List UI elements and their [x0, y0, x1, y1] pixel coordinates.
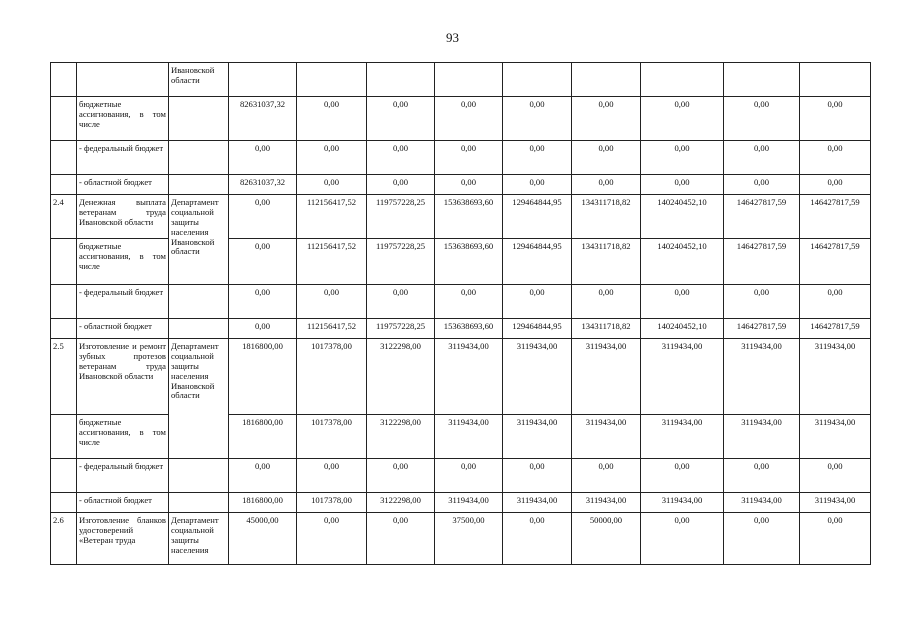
- index-cell: 2.4: [51, 195, 77, 239]
- label-cell: - федеральный бюджет: [77, 459, 169, 493]
- budget-table-body: [51, 63, 871, 565]
- value-cell: 0,00: [572, 141, 641, 175]
- table-row-dept-continuation: [51, 63, 871, 97]
- value-cell: 140240452,10: [641, 319, 724, 339]
- value-cell: 3119434,00: [572, 493, 641, 513]
- value-cell: 1816800,00: [229, 415, 297, 459]
- value-cell: 0,00: [572, 97, 641, 141]
- value-cell: 0,00: [503, 141, 572, 175]
- value-cell: 0,00: [503, 97, 572, 141]
- value-cell: 0,00: [800, 97, 871, 141]
- value-cell: 0,00: [641, 285, 724, 319]
- dept-cell: [169, 493, 229, 513]
- value-cell: 1017378,00: [297, 415, 367, 459]
- index-cell: [51, 415, 77, 459]
- value-cell: 112156417,52: [297, 239, 367, 285]
- table-row-prev-regional: [51, 175, 871, 195]
- value-cell: 45000,00: [229, 513, 297, 565]
- value-cell: 0,00: [572, 285, 641, 319]
- value-cell: 0,00: [503, 175, 572, 195]
- value-cell: 3119434,00: [435, 493, 503, 513]
- value-cell: 0,00: [724, 141, 800, 175]
- dept-cell: Департамент социальной защиты населения: [169, 513, 229, 565]
- table-row-item_2_6-total: [51, 513, 871, 565]
- value-cell: 0,00: [572, 175, 641, 195]
- value-cell: 0,00: [367, 141, 435, 175]
- value-cell: 0,00: [367, 459, 435, 493]
- value-cell: 146427817,59: [724, 319, 800, 339]
- value-cell: 3119434,00: [435, 339, 503, 415]
- value-cell: 0,00: [229, 239, 297, 285]
- table-row-item_2_4-total: [51, 195, 871, 239]
- value-cell: 50000,00: [572, 513, 641, 565]
- index-cell: [51, 97, 77, 141]
- dept-cell: [169, 141, 229, 175]
- value-cell: 0,00: [800, 459, 871, 493]
- value-cell: 3119434,00: [572, 415, 641, 459]
- value-cell: 1816800,00: [229, 339, 297, 415]
- label-cell: - федеральный бюджет: [77, 285, 169, 319]
- index-cell: [51, 141, 77, 175]
- value-cell: 0,00: [229, 459, 297, 493]
- table-row-item_2_4-federal: [51, 285, 871, 319]
- value-cell: 0,00: [229, 195, 297, 239]
- value-cell: 0,00: [229, 319, 297, 339]
- value-cell: 0,00: [503, 285, 572, 319]
- value-cell: 0,00: [435, 459, 503, 493]
- value-cell: 3119434,00: [724, 415, 800, 459]
- value-cell: 1816800,00: [229, 493, 297, 513]
- value-cell: 0,00: [800, 285, 871, 319]
- value-cell: 3119434,00: [572, 339, 641, 415]
- value-cell: 3119434,00: [800, 415, 871, 459]
- label-cell: - областной бюджет: [77, 493, 169, 513]
- value-cell: 3119434,00: [800, 339, 871, 415]
- value-cell: 0,00: [641, 459, 724, 493]
- value-cell: 0,00: [297, 141, 367, 175]
- dept-cell: Департамент социальной защиты населения Ивановской области: [169, 339, 229, 459]
- table-row-item_2_5-federal: [51, 459, 871, 493]
- table-row-prev-budget: [51, 97, 871, 141]
- value-cell: 3119434,00: [435, 415, 503, 459]
- value-cell: 0,00: [229, 285, 297, 319]
- value-cell: 146427817,59: [724, 239, 800, 285]
- value-cell: 3119434,00: [503, 415, 572, 459]
- value-cell: 134311718,82: [572, 239, 641, 285]
- value-cell: 0,00: [724, 97, 800, 141]
- label-cell: - федеральный бюджет: [77, 141, 169, 175]
- value-cell: 0,00: [229, 141, 297, 175]
- value-cell: 0,00: [503, 459, 572, 493]
- value-cell: 0,00: [800, 141, 871, 175]
- dept-cell: Департамент социальной защиты населения Ивановской области: [169, 195, 229, 285]
- index-cell: 2.6: [51, 513, 77, 565]
- table-row-item_2_4-regional: [51, 319, 871, 339]
- value-cell: 82631037,32: [229, 97, 297, 141]
- value-cell: 3119434,00: [800, 493, 871, 513]
- value-cell: 0,00: [435, 97, 503, 141]
- value-cell: 119757228,25: [367, 195, 435, 239]
- value-cell: 140240452,10: [641, 195, 724, 239]
- value-cell: 37500,00: [435, 513, 503, 565]
- value-cell: 153638693,60: [435, 319, 503, 339]
- value-cell: 0,00: [367, 513, 435, 565]
- value-cell: 0,00: [800, 513, 871, 565]
- value-cell: 146427817,59: [800, 195, 871, 239]
- value-cell: 3119434,00: [724, 493, 800, 513]
- value-cell: 0,00: [297, 513, 367, 565]
- value-cell: 1017378,00: [297, 339, 367, 415]
- value-cell: 0,00: [503, 513, 572, 565]
- value-cell: 0,00: [367, 175, 435, 195]
- value-cell: 0,00: [572, 459, 641, 493]
- value-cell: 3119434,00: [641, 339, 724, 415]
- value-cell: 129464844,95: [503, 319, 572, 339]
- label-cell: - областной бюджет: [77, 319, 169, 339]
- value-cell: 3119434,00: [641, 493, 724, 513]
- value-cell: 82631037,32: [229, 175, 297, 195]
- value-cell: 0,00: [724, 175, 800, 195]
- value-cell: 0,00: [641, 513, 724, 565]
- value-cell: 0,00: [800, 175, 871, 195]
- value-cell: 153638693,60: [435, 239, 503, 285]
- dept-cell: [169, 97, 229, 141]
- value-cell: 0,00: [367, 97, 435, 141]
- value-cell: 112156417,52: [297, 195, 367, 239]
- index-cell: [51, 493, 77, 513]
- value-cell: 3122298,00: [367, 339, 435, 415]
- value-cell: 0,00: [435, 285, 503, 319]
- label-cell: бюджетные ассигнования, в том числе: [77, 97, 169, 141]
- value-cell: 1017378,00: [297, 493, 367, 513]
- item-name-cell: Изготовление бланков удостоверений «Ветеран труда: [77, 513, 169, 565]
- value-cell: 129464844,95: [503, 195, 572, 239]
- value-cell: 146427817,59: [724, 195, 800, 239]
- value-cell: 3119434,00: [503, 339, 572, 415]
- label-cell: бюджетные ассигнования, в том числе: [77, 415, 169, 459]
- dept-cell: Ивановской области: [169, 63, 229, 97]
- item-name-cell: Денежная выплата ветеранам труда Ивановской области: [77, 195, 169, 239]
- value-cell: 3119434,00: [724, 339, 800, 415]
- value-cell: 140240452,10: [641, 239, 724, 285]
- value-cell: 3119434,00: [503, 493, 572, 513]
- index-cell: [51, 285, 77, 319]
- index-cell: [51, 319, 77, 339]
- value-cell: 0,00: [367, 285, 435, 319]
- value-cell: 0,00: [297, 459, 367, 493]
- table-row-item_2_5-regional: [51, 493, 871, 513]
- index-cell: [51, 239, 77, 285]
- value-cell: 134311718,82: [572, 195, 641, 239]
- value-cell: 146427817,59: [800, 319, 871, 339]
- value-cell: 119757228,25: [367, 239, 435, 285]
- value-cell: 3122298,00: [367, 415, 435, 459]
- value-cell: 0,00: [435, 175, 503, 195]
- value-cell: 0,00: [297, 175, 367, 195]
- index-cell: [51, 459, 77, 493]
- value-cell: 153638693,60: [435, 195, 503, 239]
- value-cell: 0,00: [724, 285, 800, 319]
- dept-cell: [169, 175, 229, 195]
- value-cell: 0,00: [641, 141, 724, 175]
- table-row-item_2_5-total: [51, 339, 871, 415]
- value-cell: 0,00: [297, 97, 367, 141]
- dept-cell: [169, 319, 229, 339]
- value-cell: 0,00: [641, 175, 724, 195]
- value-cell: 0,00: [724, 513, 800, 565]
- dept-cell: [169, 285, 229, 319]
- label-cell: бюджетные ассигнования, в том числе: [77, 239, 169, 285]
- value-cell: 146427817,59: [800, 239, 871, 285]
- value-cell: 0,00: [641, 97, 724, 141]
- value-cell: 0,00: [724, 459, 800, 493]
- value-cell: 129464844,95: [503, 239, 572, 285]
- index-cell: 2.5: [51, 339, 77, 415]
- dept-cell: [169, 459, 229, 493]
- value-cell: 3122298,00: [367, 493, 435, 513]
- value-cell: 3119434,00: [641, 415, 724, 459]
- value-cell: 0,00: [435, 141, 503, 175]
- table-row-prev-federal: [51, 141, 871, 175]
- value-cell: 134311718,82: [572, 319, 641, 339]
- label-cell: - областной бюджет: [77, 175, 169, 195]
- page-number: 93: [446, 30, 459, 45]
- budget-table: [50, 62, 871, 565]
- value-cell: 0,00: [297, 285, 367, 319]
- value-cell: 112156417,52: [297, 319, 367, 339]
- index-cell: [51, 175, 77, 195]
- value-cell: 119757228,25: [367, 319, 435, 339]
- item-name-cell: Изготовление и ремонт зубных протезов ветеранам труда Ивановской области: [77, 339, 169, 415]
